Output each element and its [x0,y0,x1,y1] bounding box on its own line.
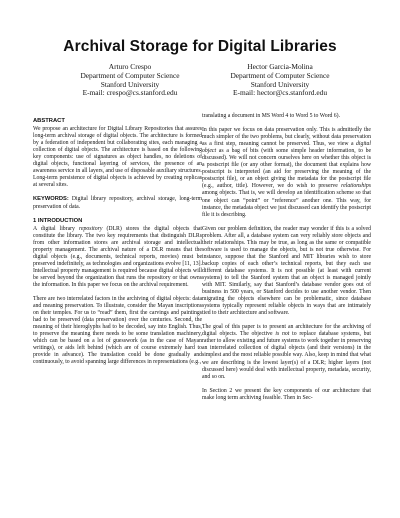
keywords-text: Digital library repository, archival storage, long-term preservation of data. [33,196,202,210]
emphasis-repository: repository [78,225,103,232]
author-university: Stanford University [250,79,310,89]
keywords-label: KEYWORDS: [33,196,69,203]
keywords-paragraph [33,196,202,210]
introduction-heading: 1 INTRODUCTION [33,217,83,224]
author-department: Department of Computer Science [230,70,330,80]
abstract-heading: ABSTRACT [33,118,65,124]
intro-paragraph-2: There are two interrelated factors in the archiving of digital objects: data and meaning preservation. To illustrate, consider the Mayan inscriptions on their temples. For us to “read” them, first the carvings and paintings had to be preserved (data preservation) over the centuries. Second, the meaning of their hieroglyphs had to be decoded, say into English. Thus, to preserve the meaning there needs to be some translation machinery, which can be based on a lot of guesswork (as in the case of Mayan writings), or aids left behind (which are of course extremely hard to provide in advance). The translation could be done gradually and continuously, to avoid spanning large differences in representations (e.g., [33,296,202,366]
author-name: Hector Garcia-Molina [247,62,313,71]
intro-paragraph-1: A digital library repository (DLR) stores the digital objects that constitute the library. The two key requirements that distinguish DLRs from other information stores are archival storage and intellectual property management. The archival nature of a DLR means that the digital objects (e.g., documents, technical reports, movies) must be preserved indefinitely, as technologies and organizations evolve [11, 13]. Intellectual property management is required because digital objects will be served beyond the organization that runs the repository or that owns the information. In this paper we focus on the archival requirement. [33,225,202,288]
author-email: E-mail: hector@cs.stanford.edu [232,88,328,98]
right-paragraph-3: Given our problem definition, the reader may wonder if this is a solved problem. After all, a database system can very reliably store objects and their relationships. This may be true, as long as the same or compatible software is used to manage the objects, but is not true otherwise. For instance, suppose that the Stanford and MIT libraries wish to store backup copies of each other’s technical reports, but they each use different database systems. It is not possible (at least with current systems) to tell the Stanford system that an object is managed jointly with MIT. Similarly, say that Stanford’s database vendor goes out of business in 500 years, or Stanford decides to use another vendor. Then migrating the objects elsewhere can be problematic, since database systems typically represent reliable objects in ways that are intimately tied to their architecture and software. [202,225,371,317]
author-university: Stanford University [100,79,160,89]
left-column [33,118,202,367]
right-paragraph-1: translating a document in MS Word 4 to Word 5 to Word 6). [202,113,341,119]
author-department: Department of Computer Science [80,70,180,80]
right-paragraph-5: In Section 2 we present the key components of our architecture that make long term archiving feasible. Then in Sec- [202,387,371,401]
author-block-2 [180,63,380,98]
author-email: E-mail: crespo@cs.stanford.edu [82,88,178,98]
right-paragraph-4: The goal of this paper is to present an architecture for the archiving of digital objects. The objective is not to replace database systems, but rather to allow existing and future systems to work together in preserving an interrelated collection of digital objects (and their versions) in the simplest and the most reliable possible way. Also, keep in mind that what we are describing is the lowest layer(s) of a DLR; higher layers (not discussed here) would deal with intellectual property, metadata, security, and so on. [202,324,372,380]
author-name: Arturo Crespo [108,62,152,71]
abstract-text: We propose an architecture for Digital Library Repositories that assures long-term archival storage of digital objects. The architecture is formed by a federation of independent but collaborating sites, each managing a collection of digital objects. The architecture is based on the following key components: use of signatures as object handles, no deletions of digital objects, functional layering of services, the presence of an awareness service in all layers, and use of disposable auxiliary structures. Long-term persistence of digital objects is achieved by creating replicas at several sites. [33,126,202,189]
right-column [202,113,371,402]
emphasis-is-not: is not [275,331,290,338]
emphasis-digital-object: digital object [202,141,371,155]
emphasis-relationships: relationships [341,183,371,190]
paper-title: Archival Storage for Digital Libraries [63,38,337,55]
right-paragraph-2: In this paper we focus on data preservation only. This is admittedly the much simpler of the two problems, but clearly, without data preservation as a first step, meaning cannot be preserved. Thus, we view a digital object as a bag of bits (with some simple header information, to be discussed). We will not concern ourselves here on whether this object is a postscript file (or any other format), the document that explains how postscript is interpreted (an aid for preserving the meaning of the postscript file), or an object giving the metadata for the postscript file (e.g., author, title). However, we do wish to preserve relationships among objects. That is, we will develop an identification scheme so that one object can “point” or “reference” another one. This way, for instance, the metadata object we just discussed can identify the postscript file it is describing. [202,127,371,218]
